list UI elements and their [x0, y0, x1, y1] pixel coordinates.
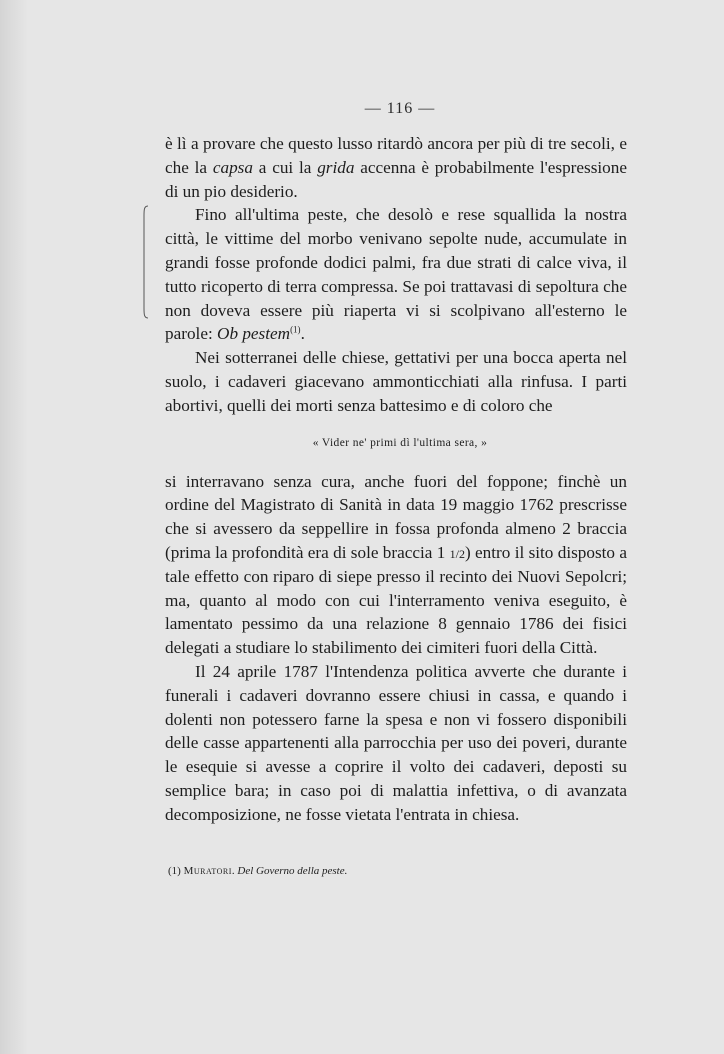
body-text: [165, 132, 627, 827]
paragraph-2-text: Fino all'ultima peste, che desolò e rese squallida la nostra città, le vittime del morbo venivano sepolte nude, accumulate in grandi fosse profonde dodici palmi, fra due strati di calce viva, il tutto ricoperto di terra compressa. Se poi trattavasi di sepoltura che non doveva essere più riaperta vi si scolpivano all'esterno le parole:: [165, 205, 627, 344]
fraction-half: 1/2: [449, 546, 465, 561]
italic-ob-pestem: Ob pestem: [217, 324, 291, 344]
page-number: — 116 —: [364, 100, 436, 117]
paragraph-1-text-b: a cui la: [252, 157, 318, 177]
footnote-author: Muratori: [183, 865, 232, 877]
paragraph-2-end: .: [300, 324, 305, 344]
paragraph-4: [165, 470, 627, 660]
paragraph-1-text-a: è lì a provare che questo lusso ritardò ancora per più di tre secoli, e che la: [165, 134, 627, 177]
footnote: (1) Muratori. Del Governo della peste.: [168, 865, 348, 877]
paragraph-1: [165, 132, 627, 203]
paragraph-1-text-c: accenna è probabilmente l'espressione di un pio desiderio.: [165, 157, 627, 201]
paragraph-3: Nei sotterranei delle chiese, gettativi per una bocca aperta nel suolo, i cadaveri giacevano ammonticchiati alla rinfusa. I parti abortivi, quelli dei morti senza battesimo e di coloro che: [165, 348, 627, 415]
footnote-reference[interactable]: (1): [290, 324, 301, 335]
footnote-title: Del Governo della peste.: [237, 865, 348, 877]
italic-grida: grida: [317, 157, 355, 177]
footnote-marker: (1): [168, 865, 181, 877]
paragraph-5: Il 24 aprile 1787 l'Intendenza politica avverte che durante i funerali i cadaveri dovranno essere chiusi in cassa, e quando i dolenti non potessero farne la spesa e non vi fossero disponibili delle casse appartenenti alla parrocchia per uso dei poveri, durante le esequie si avesse a coprire il volto dei cadaveri, deposti su semplice bara; in caso poi di malattia infettiva, o di avanzata decomposizione, ne fosse vietata l'entrata in chiesa.: [165, 661, 627, 824]
paragraph-4-end: ) entro il sito disposto a tale effetto con riparo di siepe presso il recinto dei Nuovi Sepolcri; ma, quanto al modo con cui l'interramento veniva eseguito, è lamentato pessimo da una relazione 8 gennaio 1786 dei fisici delegati a studiare lo stabilimento dei cimiteri fuori della Città.: [165, 542, 627, 658]
paragraph-2: [165, 203, 627, 346]
margin-bracket-mark: [142, 204, 150, 320]
paragraph-4-text: si interravano senza cura, anche fuori del foppone; finchè un ordine del Magistrato di Sanità in data 19 maggio 1762 prescrisse che si avessero da seppellire in fossa profonda almeno 2 braccia (prima la profondità era di sole braccia 1: [165, 471, 627, 562]
italic-capsa: capsa: [212, 157, 253, 177]
verse-quote: « Vider ne' primi dì l'ultima sera, »: [312, 436, 488, 449]
